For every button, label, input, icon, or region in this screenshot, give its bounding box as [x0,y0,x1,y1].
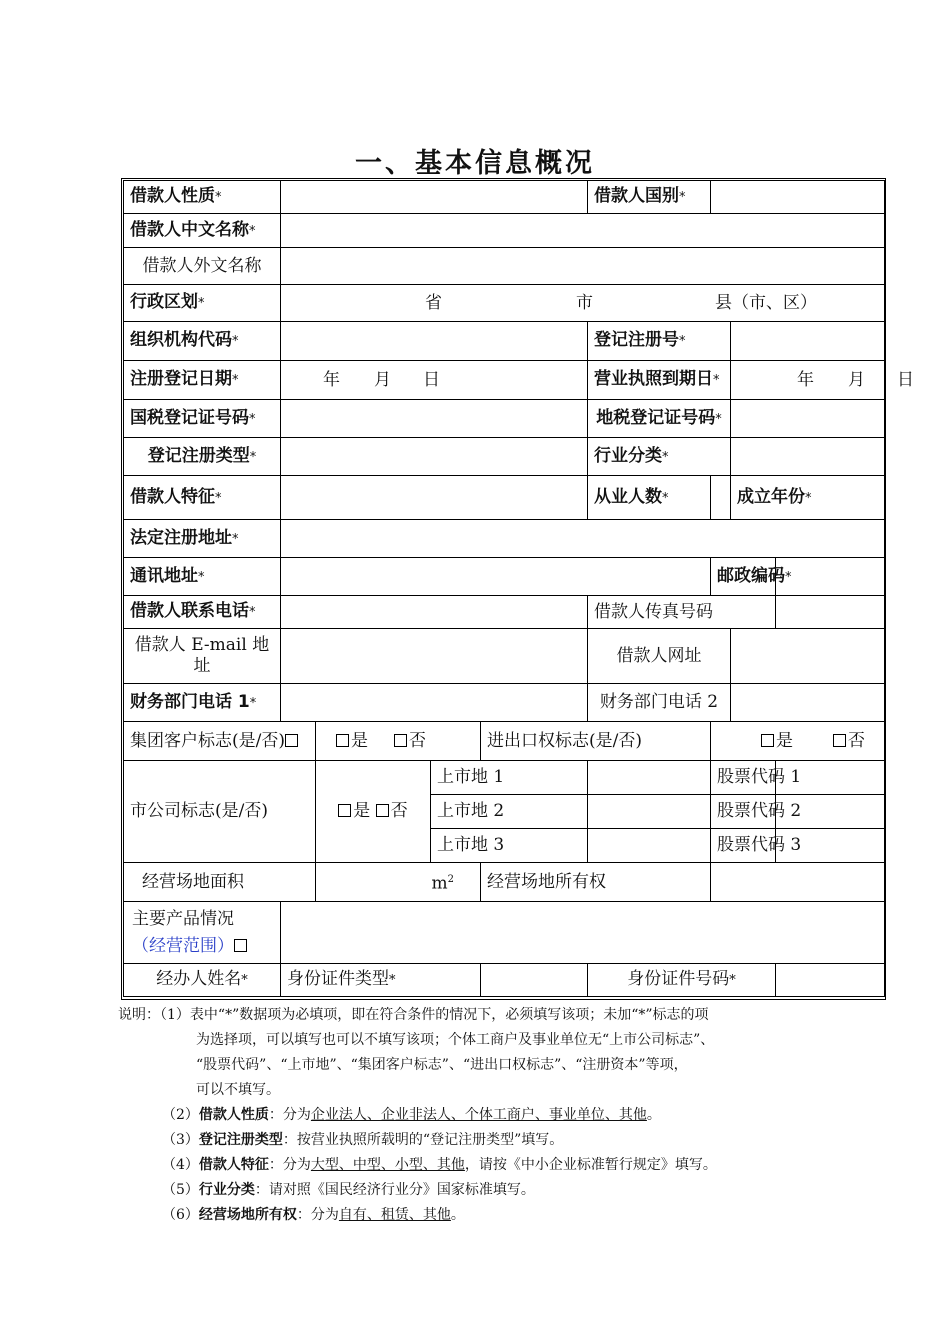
note-2: （2）借款人性质：分为企业法人、企业非法人、个体工商户、事业单位、其他。 [162,1107,661,1123]
note-6: （6）经营场地所有权：分为自有、租赁、其他。 [162,1207,465,1223]
field-national-tax[interactable] [281,400,588,438]
label-listing-place-1: 上市地 1 [431,761,588,795]
label-stock-code-2: 股票代码 2 [711,795,776,829]
row-phone-fax [124,596,885,629]
label-mail-address: 通讯地址* [124,558,281,596]
checkbox-yes[interactable] [761,734,774,747]
row-mail-address [124,558,885,596]
checkbox-no[interactable] [833,734,846,747]
field-license-expiry[interactable]: 年 月 日 [731,361,885,400]
label-stock-code-1: 股票代码 1 [711,761,776,795]
basic-info-form [123,180,914,997]
page-title: 一、基本信息概况 [355,148,595,179]
checkbox-no[interactable] [376,804,389,817]
label-foreign-name: 借款人外文名称 [124,248,281,285]
note-1-cont: 为选择项，可以填写也可以不填写该项；个体工商户及事业单位无“上市公司标志”、 [196,1032,715,1048]
label-employees: 从业人数* [588,476,711,520]
row-group-import [124,722,885,761]
field-group-flag[interactable]: 是 否 [316,722,481,761]
field-fax[interactable] [776,596,885,629]
label-borrower-feature: 借款人特征* [124,476,281,520]
checkbox-icon [234,939,247,952]
field-id-number[interactable] [776,964,885,997]
label-phone: 借款人联系电话* [124,596,281,629]
field-website[interactable] [731,629,885,684]
label-postal-code: 邮政编码* [711,558,776,596]
label-org-code: 组织机构代码* [124,322,281,361]
field-main-products[interactable] [281,902,885,964]
label-founded-year: 成立年份* [731,476,885,520]
label-listing-place-2: 上市地 2 [431,795,588,829]
note-3: （3）登记注册类型：按营业执照所载明的“登记注册类型”填写。 [162,1132,564,1148]
field-borrower-country[interactable] [711,181,885,214]
label-local-tax: 地税登记证号码* [588,400,731,438]
field-finance-phone1[interactable] [281,684,588,722]
field-email[interactable] [281,629,588,684]
label-borrower-nature: 借款人性质* [124,181,281,214]
label-id-number: 身份证件号码* [588,964,776,997]
field-finance-phone2[interactable] [731,684,885,722]
label-main-products: 主要产品情况 （经营范围） [124,902,281,964]
county-label: 县（市、区） [715,292,817,313]
notes-section [118,1003,878,1228]
checkbox-no[interactable] [394,734,407,747]
field-site-ownership[interactable] [711,863,885,902]
label-finance-phone1: 财务部门电话 1* [124,684,281,722]
row-main-products [124,902,885,964]
city-label: 市 [576,292,593,313]
field-listing-place-3[interactable] [588,829,711,863]
note-1-cont: “股票代码”、“上市地”、“集团客户标志”、“进出口权标志”、“注册资本”等项， [196,1057,688,1073]
field-import-export-flag[interactable]: 是 否 [711,722,885,761]
label-stock-code-3: 股票代码 3 [711,829,776,863]
label-legal-address: 法定注册地址* [124,520,281,558]
field-employees[interactable] [711,476,731,520]
label-import-export-flag: 进出口权标志(是/否) [481,722,711,761]
field-reg-type[interactable] [281,438,588,476]
row-cn-name [124,214,885,248]
field-listing-place-1[interactable] [588,761,711,795]
field-id-type[interactable] [481,964,588,997]
province-label: 省 [425,292,442,313]
note-4: （4）借款人特征：分为大型、中型、小型、其他，请按《中小企业标准暂行规定》填写。 [162,1157,717,1173]
label-reg-no: 登记注册号* [588,322,731,361]
field-org-code[interactable] [281,322,588,361]
field-industry[interactable] [731,438,885,476]
label-license-expiry: 营业执照到期日* [588,361,731,400]
row-feature-employees [124,476,885,520]
field-phone[interactable] [281,596,588,629]
checkbox-yes[interactable] [336,734,349,747]
field-admin-division[interactable] [281,285,885,322]
label-listed-flag: 市公司标志(是/否) [124,761,316,863]
note-1-cont: 可以不填写。 [196,1082,280,1098]
field-reg-date[interactable]: 年 月 日 [281,361,588,400]
label-reg-date: 注册登记日期* [124,361,281,400]
row-foreign-name [124,248,885,285]
field-reg-no[interactable] [731,322,885,361]
row-email-website [124,629,885,684]
label-group-flag: 集团客户标志(是/否) [124,722,316,761]
row-nature-country [124,181,885,214]
note-5: （5）行业分类：请对照《国民经济行业分》国家标准填写。 [162,1182,535,1198]
label-national-tax: 国税登记证号码* [124,400,281,438]
field-site-area[interactable]: $m^2$ [316,863,481,902]
field-listing-place-2[interactable] [588,795,711,829]
row-finance-phones [124,684,885,722]
field-cn-name[interactable] [281,214,885,248]
label-site-ownership: 经营场地所有权 [481,863,711,902]
field-listed-flag[interactable]: 是 否 [316,761,431,863]
checkbox-yes[interactable] [338,804,351,817]
row-org-reg [124,322,885,361]
field-legal-address[interactable] [281,520,885,558]
field-foreign-name[interactable] [281,248,885,285]
row-handler [124,964,885,997]
field-borrower-nature[interactable] [281,181,588,214]
label-fax: 借款人传真号码 [588,596,776,629]
label-borrower-country: 借款人国别* [588,181,711,214]
label-site-area: 经营场地面积 [124,863,316,902]
label-listing-place-3: 上市地 3 [431,829,588,863]
row-site [124,863,885,902]
label-admin-division: 行政区划* [124,285,281,322]
field-mail-address[interactable] [281,558,711,596]
row-admin-division [124,285,885,322]
label-finance-phone2: 财务部门电话 2 [588,684,731,722]
row-dates [124,361,885,400]
label-id-type: 身份证件类型* [281,964,481,997]
row-listing-1 [124,761,885,795]
field-borrower-feature[interactable] [281,476,588,520]
field-local-tax[interactable] [731,400,885,438]
label-cn-name: 借款人中文名称* [124,214,281,248]
label-reg-type: 登记注册类型* [124,438,281,476]
label-website: 借款人网址 [588,629,731,684]
row-legal-address [124,520,885,558]
label-handler-name: 经办人姓名* [124,964,281,997]
note-1: 说明：（1）表中“*”数据项为必填项，即在符合条件的情况下，必须填写该项；未加“*”标志的项 [118,1007,709,1023]
label-industry: 行业分类* [588,438,731,476]
row-tax [124,400,885,438]
checkbox-icon [285,734,298,747]
row-regtype-industry [124,438,885,476]
label-email: 借款人 E-mail 地 址 [124,629,281,684]
